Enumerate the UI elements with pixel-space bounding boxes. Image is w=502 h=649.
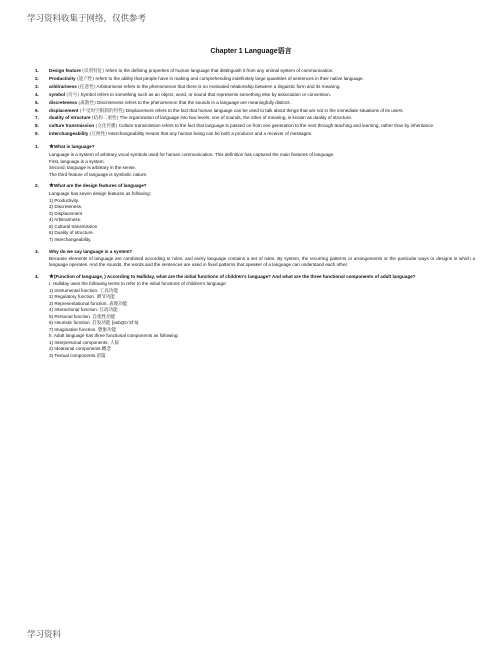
answer-line: 4) Interactional function. 互动功能 <box>49 307 118 313</box>
definition-term: displacement <box>49 107 79 113</box>
star-icon: ★ <box>49 144 54 151</box>
questions-list <box>35 144 475 359</box>
definition-term-chinese: (任意性) <box>78 84 96 90</box>
chapter-title: Chapter 1 Language语言 <box>210 48 292 55</box>
definition-term-chinese: (识别特征) <box>82 69 105 74</box>
question-title-wrap <box>49 274 475 281</box>
definition-number: 6. <box>35 107 39 113</box>
answer-line: 2) Discreteness. <box>49 204 83 210</box>
question-block <box>35 274 475 359</box>
document-body <box>35 68 475 359</box>
definition-number: 5. <box>35 99 39 105</box>
answer-line: 5) Personal function. 自指性功能 <box>49 313 116 319</box>
definition-number: 9. <box>35 131 39 137</box>
question-number: 4. <box>35 273 39 279</box>
definition-body <box>49 84 475 91</box>
question-title: What are the design features of language? <box>53 183 147 189</box>
question-title: (Function of language，) According to Halliday, what are the initial functions of children's language? And what are the three functional components of adult language? <box>53 273 416 279</box>
answer-line: Language has seven design features as following: <box>49 191 151 197</box>
answer-line: 3) Textual components.语篇 <box>49 352 106 358</box>
definition-item <box>35 108 475 115</box>
definition-number: 2. <box>35 75 39 81</box>
page-footer: 学习资料 <box>27 630 62 640</box>
answer-line: 4) Arbitrariness. <box>49 217 82 223</box>
definition-term-chinese: (文化传播) <box>95 124 118 130</box>
definition-item <box>35 131 475 138</box>
answer-line: 3) Displacement <box>49 210 83 216</box>
definition-text: The organization of language into two levels, one of sounds, the other of meaning, is known as duality of structure. <box>119 115 353 121</box>
definition-term: arbitrariness <box>49 83 77 89</box>
answer-line: II. Adult language has three functional components as following: <box>49 333 179 339</box>
definition-term-chinese: (离散性) <box>78 100 96 106</box>
definition-body <box>49 123 475 130</box>
definition-number: 3. <box>35 83 39 89</box>
answer-block <box>49 152 475 177</box>
definition-text: Symbol refers to something such as an object, word, or sound that represents something else by association or convention. <box>80 91 331 97</box>
answer-line: 7) Imaginative function. 想象功能 <box>49 326 117 332</box>
question-heading <box>35 274 475 281</box>
definition-item <box>35 123 475 130</box>
definition-term: interchangeability <box>49 131 89 137</box>
question-number: 3. <box>35 248 39 254</box>
definition-body <box>49 131 475 138</box>
star-icon: ★ <box>49 273 54 280</box>
answer-block <box>49 281 475 358</box>
definition-term: culture transmission <box>49 123 95 129</box>
definition-term: Productivity <box>49 75 76 81</box>
definition-number: 7. <box>35 115 39 121</box>
answer-line: 3) Representational function. 表现功能 <box>49 300 128 306</box>
definition-number: 4. <box>35 91 39 97</box>
definition-term-chinese: (不受时空限制的特性) <box>79 108 125 114</box>
question-title: What is language? <box>53 144 95 150</box>
answer-line: First, language is a system. <box>49 158 105 164</box>
question-block <box>35 144 475 177</box>
definition-term: discreteness <box>49 99 78 105</box>
answer-line: Because elements of language are combined according to rules, and every language contains a set of rules. By system, the recurring patterns or arrangements or the particular ways or designs in which a language operates. And the sounds, the words and the sentences are used in fixed patterns that speaker of a language can understand each other. <box>49 255 475 267</box>
definition-term-chinese: (符号) <box>66 92 80 98</box>
question-number: 2. <box>35 183 39 189</box>
question-heading <box>35 144 475 151</box>
definition-text: refers to the ability that people have in making and comprehending indefinitely large quantities of sentences in their native language. <box>95 75 364 81</box>
definitions-list <box>35 68 475 138</box>
answer-line: 2) Regulatory function. 调节功能 <box>49 294 115 300</box>
question-number: 1. <box>35 144 39 150</box>
definition-body <box>49 68 475 75</box>
definition-item <box>35 76 475 83</box>
definition-term-chinese: (结构二重性) <box>91 116 119 122</box>
question-heading <box>35 183 475 190</box>
definition-item <box>35 68 475 75</box>
answer-line: 6) Duality of structure. <box>49 230 94 236</box>
answer-line: 1) Interpersonal components. 人际 <box>49 339 120 345</box>
definition-number: 1. <box>35 68 39 73</box>
question-block <box>35 249 475 268</box>
question-block <box>35 183 475 242</box>
answer-block <box>49 191 475 242</box>
definition-body <box>49 115 475 122</box>
definition-body <box>49 100 475 107</box>
definition-text: refers to the defining properties of human language that distinguish it from any animal system of communication. <box>105 68 334 73</box>
answer-line: 2) Ideational components.概念 <box>49 346 112 352</box>
definition-term: Design feature <box>49 68 81 73</box>
definition-text: Discreteness refers to the phenomenon that the sounds in a language are meaningfully distinct. <box>97 99 291 105</box>
definition-text: Interchangeability means that any human being can be both a producer and a receiver of messages. <box>108 131 313 137</box>
answer-line: Language is a system of arbitrary vocal symbols used for human communication. This definition has captured the main features of language. <box>49 152 335 158</box>
definition-text: Culture transmission refers to the fact that language is passed on from one generation to the next through teaching and learning, rather than by inheritance. <box>118 123 435 129</box>
answer-line: 7) Interchangeability. <box>49 236 92 242</box>
answer-line: I. Halliday uses the following terms to refer to the initial functions of children's language: <box>49 281 227 287</box>
answer-line: 6) Heuristic function. 启发功能 [əʊbQtɔ`kf`h] <box>49 320 139 326</box>
definition-item <box>35 115 475 122</box>
answer-line: Second, language is arbitrary in the sense. <box>49 165 137 171</box>
definition-text: Arbitrariness refers to the phenomenon that there is no motivated relationship between a linguistic form and its meaning. <box>96 83 341 89</box>
question-heading <box>35 249 475 255</box>
definition-term-chinese: (互换性) <box>89 132 107 138</box>
definition-item <box>35 92 475 99</box>
definition-term-chinese: (能产性) <box>76 76 95 82</box>
question-title: Why do we say language is a system? <box>49 248 133 254</box>
answer-line: The third feature of language is symbolic nature. <box>49 171 148 177</box>
definition-term: symbol <box>49 91 66 97</box>
answer-block <box>49 256 475 268</box>
question-title-wrap <box>49 144 475 151</box>
definition-item <box>35 84 475 91</box>
definition-text: Displacement refers to the fact that human language can be used to talk about things that are not in the immediate situations of its users. <box>125 107 404 113</box>
definition-term: duality of structure <box>49 115 91 121</box>
definition-body <box>49 76 475 83</box>
answer-line: 1) Productivity. <box>49 197 80 203</box>
answer-line: 5) Cultural transmission <box>49 223 98 229</box>
question-title-wrap <box>49 183 475 190</box>
definition-body <box>49 108 475 115</box>
definition-number: 8. <box>35 123 39 129</box>
definition-body <box>49 92 475 99</box>
star-icon: ★ <box>49 183 54 190</box>
page-header: 学习资料收集于网络，仅供参考 <box>27 14 147 24</box>
definition-item <box>35 100 475 107</box>
question-title-wrap <box>49 249 475 255</box>
answer-line: 1) Instrumental function. 工具功能 <box>49 287 118 293</box>
